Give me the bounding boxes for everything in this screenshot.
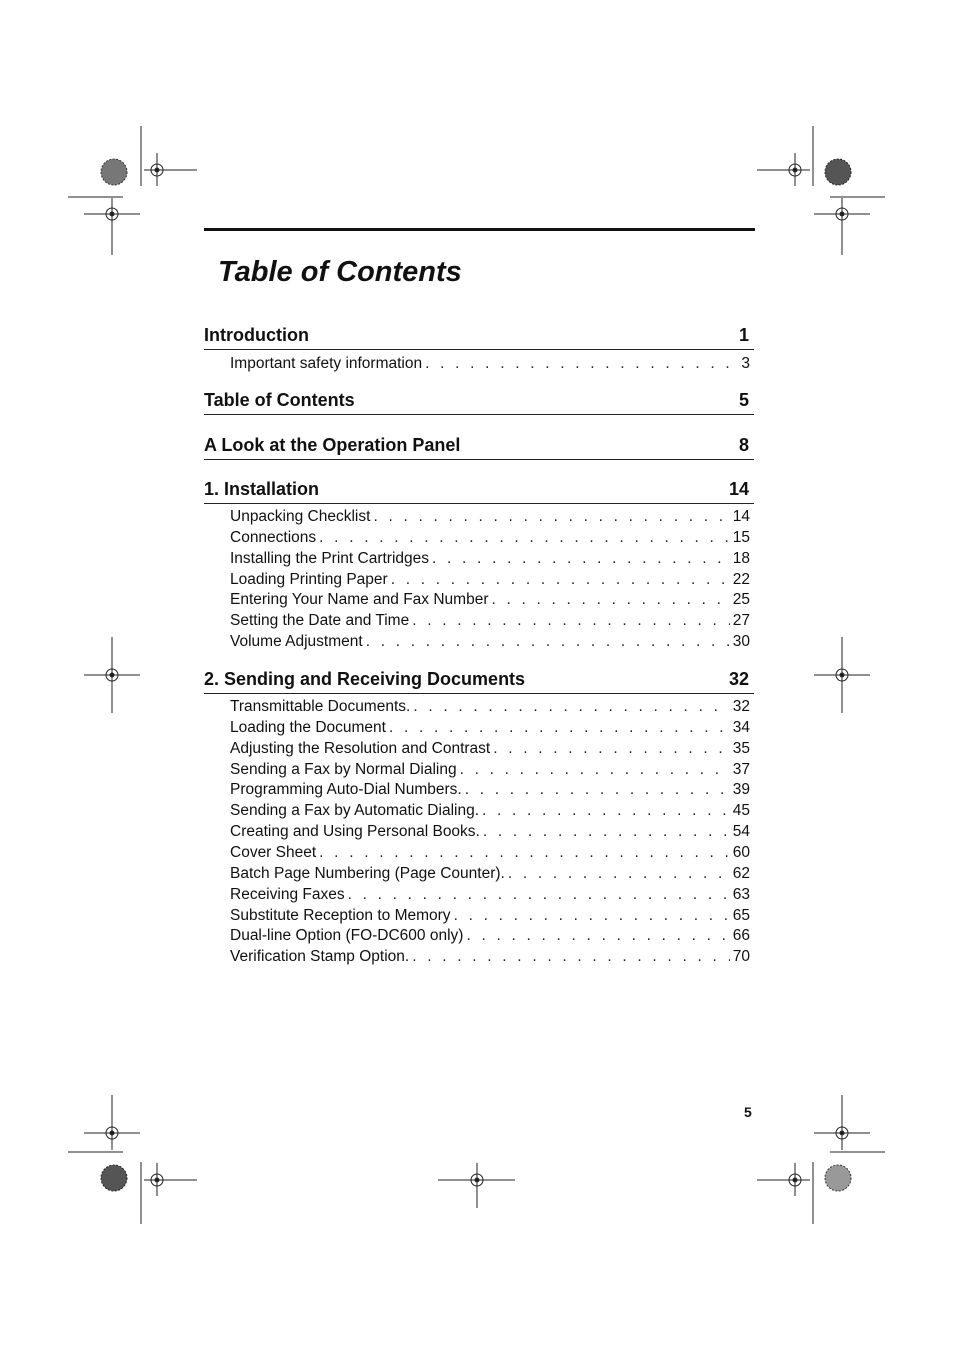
entry-page: 62 [732, 864, 750, 882]
entry-label: Cover Sheet [230, 843, 317, 861]
entry-label: Creating and Using Personal Books. [230, 823, 480, 841]
entry-label: Loading Printing Paper [230, 570, 388, 588]
section-page: 32 [728, 669, 749, 689]
section-page: 8 [738, 435, 749, 455]
entry-page: 63 [732, 885, 750, 903]
entry-page: 3 [741, 355, 750, 372]
entry-page: 39 [732, 781, 750, 799]
entry-page: 32 [732, 698, 750, 715]
entry-label: Batch Page Numbering (Page Counter). [230, 864, 505, 882]
entry-label: Sending a Fax by Automatic Dialing. [230, 802, 479, 820]
entry-page: 65 [732, 906, 750, 924]
entry-label: Connections [230, 528, 317, 546]
entry-page: 54 [732, 823, 750, 841]
entry-page: 30 [732, 633, 750, 651]
entry-label: Installing the Print Cartridges [230, 549, 430, 567]
section-label: 1. Installation [204, 479, 320, 499]
entry-page: 66 [732, 927, 750, 945]
entry-label: Receiving Faxes [230, 885, 345, 903]
section-page: 14 [728, 479, 749, 499]
entry-label: Dual-line Option (FO-DC600 only) [230, 927, 464, 945]
entry-page: 18 [732, 549, 750, 567]
section-page: 5 [738, 390, 749, 410]
section-label: Introduction [204, 325, 309, 345]
entry-label: Transmittable Documents. [230, 698, 411, 715]
entry-page: 27 [732, 612, 750, 630]
section-label: Table of Contents [204, 390, 355, 410]
entry-page: 45 [732, 802, 750, 820]
entry-label: Unpacking Checklist [230, 508, 371, 525]
page-title: Table of Contents [218, 256, 462, 288]
entry-label: Entering Your Name and Fax Number [230, 591, 489, 609]
entry-page: 34 [732, 718, 750, 736]
entry-page: 37 [732, 760, 750, 778]
entry-page: 14 [732, 508, 750, 525]
entry-label: Setting the Date and Time [230, 612, 410, 630]
entry-label: Programming Auto-Dial Numbers. [230, 781, 462, 799]
entry-label: Verification Stamp Option. [230, 948, 410, 966]
entry-page: 60 [732, 843, 750, 861]
entry-page: 35 [732, 739, 750, 757]
entry-page: 70 [732, 948, 750, 966]
entry-label: Substitute Reception to Memory [230, 906, 451, 924]
section-label: 2. Sending and Receiving Documents [204, 669, 526, 689]
section-label: A Look at the Operation Panel [204, 435, 461, 455]
entry-label: Loading the Document [230, 718, 386, 736]
entry-label: Important safety information [230, 355, 423, 372]
entry-page: 25 [732, 591, 750, 609]
entry-page: 15 [732, 528, 750, 546]
section-page: 1 [738, 325, 749, 345]
entry-page: 22 [732, 570, 750, 588]
entry-label: Volume Adjustment [230, 633, 363, 651]
entry-label: Sending a Fax by Normal Dialing [230, 760, 457, 778]
page-number: 5 [744, 1104, 752, 1120]
entry-label: Adjusting the Resolution and Contrast [230, 739, 491, 757]
